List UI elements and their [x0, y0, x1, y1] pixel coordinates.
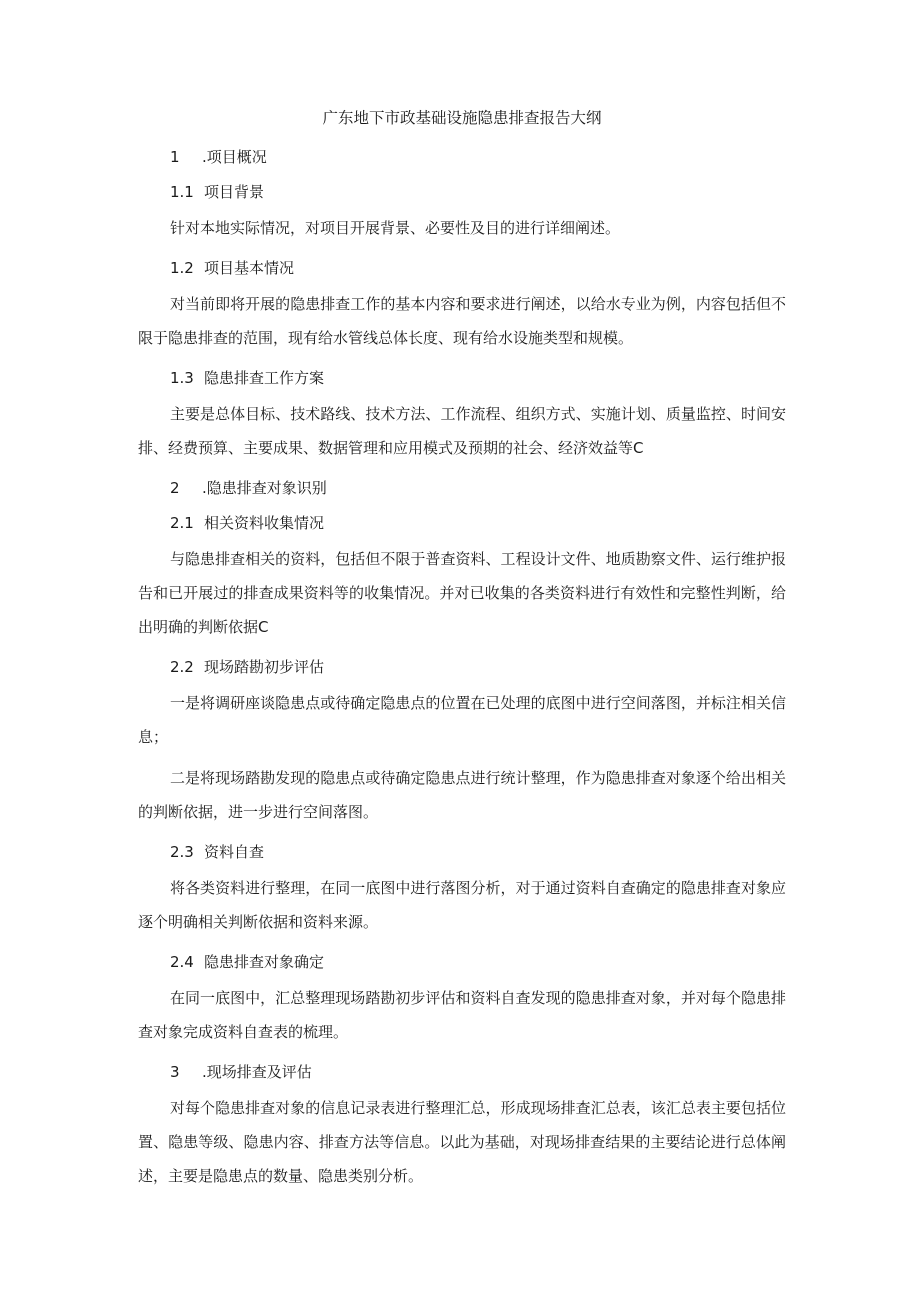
section-heading-1 — [138, 147, 786, 168]
subsection-number: 1.3 — [170, 368, 194, 387]
section-heading-2 — [138, 478, 786, 499]
paragraph-1-2: 对当前即将开展的隐患排查工作的基本内容和要求进行阐述，以给水专业为例，内容包括但不限于隐患排查的范围，现有给水管线总体长度、现有给水设施类型和规模。 — [138, 294, 786, 347]
subsection-label: 隐患排查工作方案 — [204, 368, 325, 387]
subsection-label: 项目基本情况 — [204, 258, 295, 277]
subsection-heading-1-1 — [138, 182, 786, 203]
subsection-label: 相关资料收集情况 — [204, 513, 325, 532]
section-number: 3 — [170, 1062, 180, 1081]
subsection-label: 现场踏勘初步评估 — [204, 657, 325, 676]
paragraph-2-1: 与隐患排查相关的资料，包括但不限于普查资料、工程设计文件、地质勘察文件、运行维护报告和已开展过的排查成果资料等的收集情况。并对已收集的各类资料进行有效性和完整性判断，给出明确的判断依据C — [138, 549, 786, 636]
subsection-label: 项目背景 — [204, 182, 265, 201]
subsection-heading-2-4 — [138, 952, 786, 973]
subsection-heading-2-2 — [138, 657, 786, 678]
subsection-number: 1.2 — [170, 258, 194, 277]
section-label: .现场排查及评估 — [202, 1062, 312, 1081]
paragraph-2-3: 将各类资料进行整理，在同一底图中进行落图分析，对于通过资料自查确定的隐患排查对象应逐个明确相关判断依据和资料来源。 — [138, 878, 786, 931]
section-number: 2 — [170, 478, 180, 497]
subsection-number: 1.1 — [170, 182, 194, 201]
paragraph-1-3: 主要是总体目标、技术路线、技术方法、工作流程、组织方式、实施计划、质量监控、时间安排、经费预算、主要成果、数据管理和应用模式及预期的社会、经济效益等C — [138, 404, 786, 457]
section-label: .项目概况 — [202, 147, 267, 166]
subsection-label: 资料自查 — [204, 842, 265, 861]
subsection-label: 隐患排查对象确定 — [204, 952, 325, 971]
subsection-number: 2.4 — [170, 952, 194, 971]
paragraph-1-1: 针对本地实际情况，对项目开展背景、必要性及目的进行详细阐述。 — [170, 218, 621, 237]
section-number: 1 — [170, 147, 180, 166]
subsection-heading-1-2 — [138, 258, 786, 279]
section-heading-3 — [138, 1062, 786, 1083]
document-page — [138, 108, 786, 1206]
document-title: 广东地下市政基础设施隐患排查报告大纲 — [322, 109, 602, 127]
paragraph-2-2a: 一是将调研座谈隐患点或待确定隐患点的位置在已处理的底图中进行空间落图，并标注相关信息； — [138, 693, 786, 746]
paragraph-3: 对每个隐患排查对象的信息记录表进行整理汇总，形成现场排查汇总表，该汇总表主要包括位置、隐患等级、隐患内容、排查方法等信息。以此为基础，对现场排查结果的主要结论进行总体阐述，主要是隐患点的数量、隐患类别分析。 — [138, 1098, 786, 1185]
subsection-number: 2.2 — [170, 657, 194, 676]
section-label: .隐患排查对象识别 — [202, 478, 327, 497]
subsection-number: 2.3 — [170, 842, 194, 861]
paragraph-2-2b: 二是将现场踏勘发现的隐患点或待确定隐患点进行统计整理，作为隐患排查对象逐个给出相关的判断依据，进一步进行空间落图。 — [138, 768, 786, 821]
subsection-heading-2-1 — [138, 513, 786, 534]
paragraph-2-4: 在同一底图中，汇总整理现场踏勘初步评估和资料自查发现的隐患排查对象，并对每个隐患排查对象完成资料自查表的梳理。 — [138, 988, 786, 1041]
subsection-heading-1-3 — [138, 368, 786, 389]
subsection-number: 2.1 — [170, 513, 194, 532]
subsection-heading-2-3 — [138, 842, 786, 863]
